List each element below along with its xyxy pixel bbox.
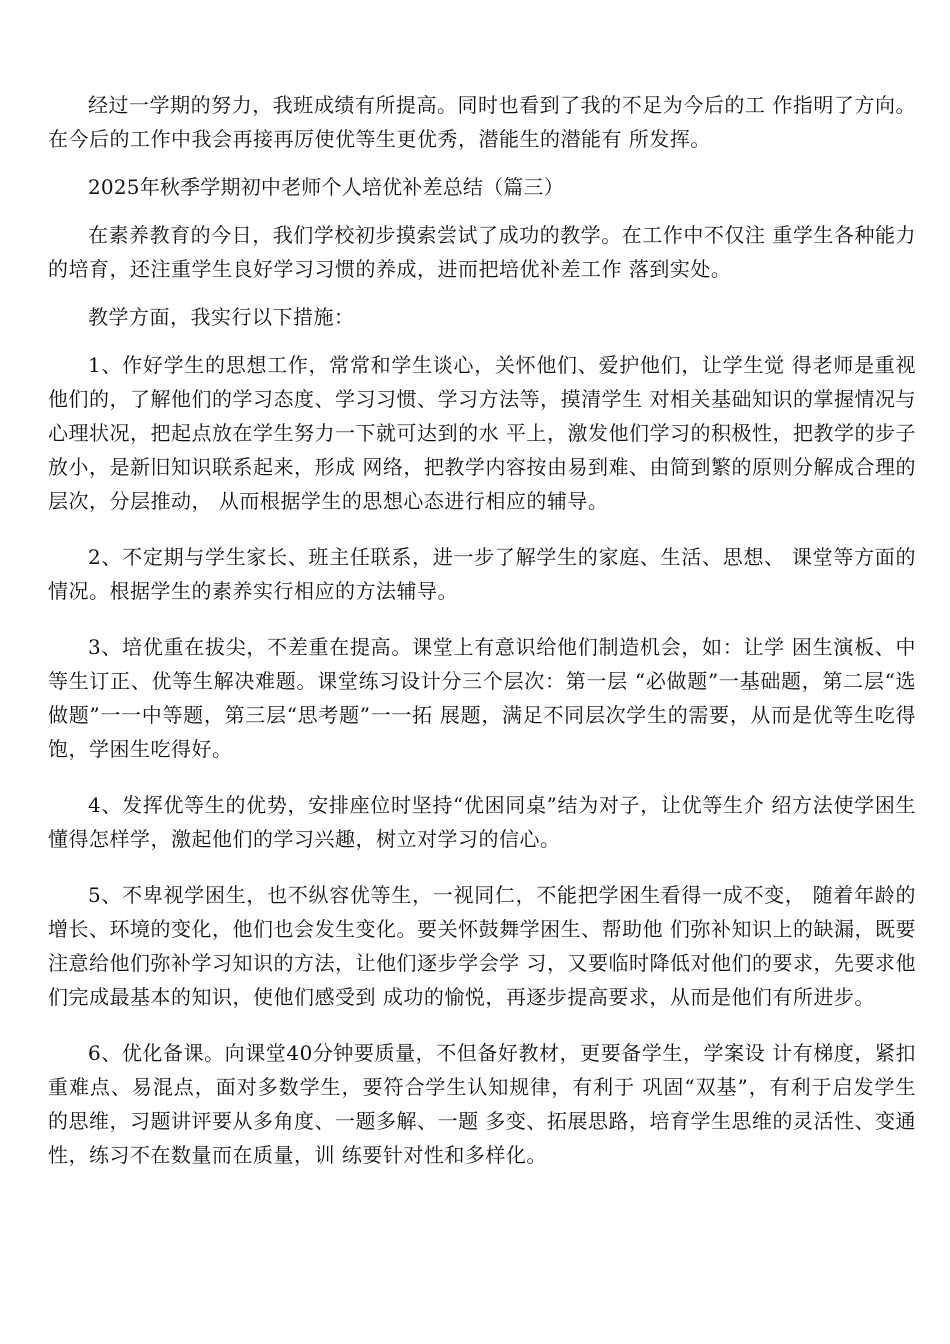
- spacer: [48, 518, 916, 540]
- intro-paragraph: 经过一学期的努力，我班成绩有所提高。同时也看到了我的不足为今后的工 作指明了方向。在今后的工作中我会再接再厉使优等生更优秀，潜能生的潜能有 所发挥。: [48, 93, 916, 151]
- spacer: [48, 286, 916, 300]
- paragraph-quality-education: 在素养教育的今日，我们学校初步摸索尝试了成功的教学。在工作中不仅注 重学生各种能力的培育，还注重学生良好学习习惯的养成，进而把培优补差工作 落到实处。: [48, 223, 916, 281]
- spacer: [48, 204, 916, 218]
- spacer: [48, 156, 916, 170]
- list-item-1: 1、作好学生的思想工作，常常和学生谈心，关怀他们、爱护他们，让学生觉 得老师是重视他们的，了解他们的学习态度、学习习惯、学习方法等，摸清学生 对相关基础知识的掌握情况与心理状况，把起点放在学生努力一下就可达到的水 平上，激发他们学习的积极性，把教学的步子放小，是新旧知识联系起来，形成 网络，把教学内容按由易到难、由简到繁的原则分解成合理的层次，分层推动， 从而根据学生的思想心态进行相应的辅导。: [48, 353, 916, 513]
- spacer: [48, 856, 916, 878]
- list-item-4: 4、发挥优等生的优势，安排座位时坚持“优困同桌”结为对子，让优等生介 绍方法使学困生懂得怎样学，激起他们的学习兴趣，树立对学习的信心。: [48, 793, 916, 851]
- document-page: [48, 88, 916, 1172]
- list-item-5: 5、不卑视学困生，也不纵容优等生，一视同仁，不能把学困生看得一成不变， 随着年龄的增长、环境的变化，他们也会发生变化。要关怀鼓舞学困生、帮助他 们弥补知识上的缺漏，既要注意给他们弥补学习知识的方法，让他们逐步学会学 习，又要临时降低对他们的要求，先要求他们完成最基本的知识，使他们感受到 成功的愉悦，再逐步提高要求，从而是他们有所进步。: [48, 883, 916, 1009]
- spacer: [48, 1014, 916, 1036]
- list-item-2: 2、不定期与学生家长、班主任联系，进一步了解学生的家庭、生活、思想、 课堂等方面的情况。根据学生的素养实行相应的方法辅导。: [48, 545, 916, 603]
- paragraph-teaching-measures: 教学方面，我实行以下措施：: [88, 305, 355, 329]
- spacer: [48, 608, 916, 630]
- section-title: 2025年秋季学期初中老师个人培优补差总结（篇三）: [88, 175, 564, 199]
- list-item-6: 6、优化备课。向课堂40分钟要质量，不但备好教材，更要备学生，学案设 计有梯度，紧扣重难点、易混点，面对多数学生，要符合学生认知规律，有利于 巩固“双基”，有利于启发学生的思维，习题讲评要从多角度、一题多解、一题 多变、拓展思路，培育学生思维的灵活性、变通性，练习不在数量而在质量，训 练要针对性和多样化。: [48, 1041, 916, 1167]
- spacer: [48, 766, 916, 788]
- list-item-3: 3、培优重在拔尖，不差重在提高。课堂上有意识给他们制造机会，如：让学 困生演板、中等生订正、优等生解决难题。课堂练习设计分三个层次：第一层 “必做题”一基础题，第二层“选做题”一一中等题，第三层“思考题”一一拓 展题，满足不同层次学生的需要，从而是优等生吃得饱，学困生吃得好。: [48, 635, 916, 761]
- spacer: [48, 334, 916, 348]
